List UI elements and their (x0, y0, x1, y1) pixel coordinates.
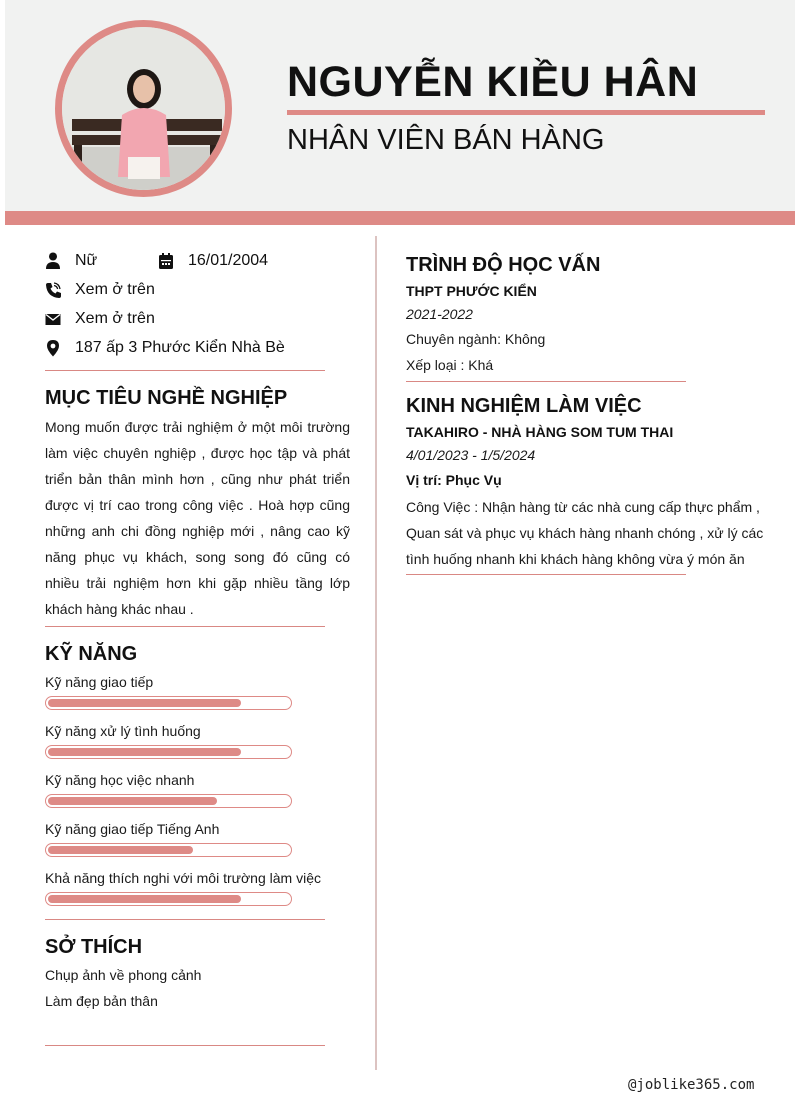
profile-photo (62, 27, 225, 190)
email-value: Xem ở trên (75, 310, 155, 327)
skill-bar-fill (48, 895, 241, 903)
gender-value: Nữ (75, 252, 98, 269)
skill-bar (45, 843, 292, 857)
map-pin-icon (45, 339, 61, 357)
divider-info (45, 370, 325, 371)
phone-value: Xem ở trên (75, 281, 155, 298)
calendar-icon (158, 252, 174, 270)
experience-position: Vị trí: Phục Vụ (406, 472, 502, 488)
phone-row (45, 281, 245, 301)
experience-title: KINH NGHIỆM LÀM VIỆC (406, 395, 642, 417)
skill-label: Khả năng thích nghi với môi trường làm việc (45, 870, 321, 886)
address-row (45, 339, 345, 359)
address-value: 187 ấp 3 Phước Kiển Nhà Bè (75, 339, 285, 356)
person-icon (45, 252, 61, 270)
skill-bar-fill (48, 797, 217, 805)
hobbies-title: SỞ THÍCH (45, 936, 143, 958)
divider-education (406, 381, 686, 382)
skill-label: Kỹ năng giao tiếp (45, 674, 154, 690)
skill-label: Kỹ năng học việc nhanh (45, 772, 195, 788)
experience-period: 4/01/2023 - 1/5/2024 (406, 447, 536, 463)
phone-icon (45, 281, 61, 299)
skill-bar-fill (48, 699, 241, 707)
birthdate-value: 16/01/2004 (188, 252, 269, 269)
watermark: @joblike365.com (628, 1077, 755, 1093)
skill-bar-fill (48, 748, 241, 756)
name-underline (287, 110, 765, 115)
column-divider (375, 236, 377, 1070)
skill-bar (45, 892, 292, 906)
hobby-item: Làm đẹp bản thân (45, 993, 158, 1009)
education-major: Chuyên ngành: Không (406, 331, 546, 347)
divider-experience (406, 574, 686, 575)
education-title: TRÌNH ĐỘ HỌC VẤN (406, 254, 601, 276)
divider-objective (45, 626, 325, 627)
avatar (55, 20, 232, 197)
skill-bar (45, 696, 292, 710)
divider-hobbies (45, 1045, 325, 1046)
candidate-name: NGUYỄN KIỀU HÂN (287, 58, 699, 106)
skill-bar-fill (48, 846, 193, 854)
education-period: 2021-2022 (406, 306, 473, 322)
skills-title: KỸ NĂNG (45, 643, 138, 665)
school-name: THPT PHƯỚC KIỂN (406, 283, 537, 299)
skill-label: Kỹ năng giao tiếp Tiếng Anh (45, 821, 220, 837)
objective-title: MỤC TIÊU NGHỀ NGHIỆP (45, 387, 288, 409)
skill-bar (45, 794, 292, 808)
skill-bar (45, 745, 292, 759)
hobby-item: Chụp ảnh về phong cảnh (45, 967, 202, 983)
email-row (45, 310, 245, 330)
skill-label: Kỹ năng xử lý tình huống (45, 723, 201, 739)
objective-text: Mong muốn được trải nghiệm ở một môi trường làm việc chuyên nghiệp , được học tập và phát triển bản thân mình hơn , cũng như phát triển được vị trí cao trong công việc . Hoà hợp cũng những anh chi đồng nghiệp mới , nâng cao kỹ năng phục vụ khách, song song đó cũng có nhiều trải nghiệm hơn khi gặp nhiều tầng lớp khách hàng khác nhau . (45, 419, 350, 617)
divider-skills (45, 919, 325, 920)
education-rank: Xếp loại : Khá (406, 357, 494, 373)
job-title: NHÂN VIÊN BÁN HÀNG (287, 124, 605, 156)
birthdate-row (158, 252, 308, 272)
header-accent-bar (5, 211, 795, 225)
experience-duties: Công Việc : Nhận hàng từ các nhà cung cấp thực phẩm , Quan sát và phục vụ khách hàng nhanh chóng , xử lý các tình huống nhanh khi khách hàng không vừa ý món ăn (406, 499, 764, 567)
gender-row (45, 252, 165, 272)
company-name: TAKAHIRO - NHÀ HÀNG SOM TUM THAI (406, 424, 674, 440)
envelope-icon (45, 310, 61, 328)
